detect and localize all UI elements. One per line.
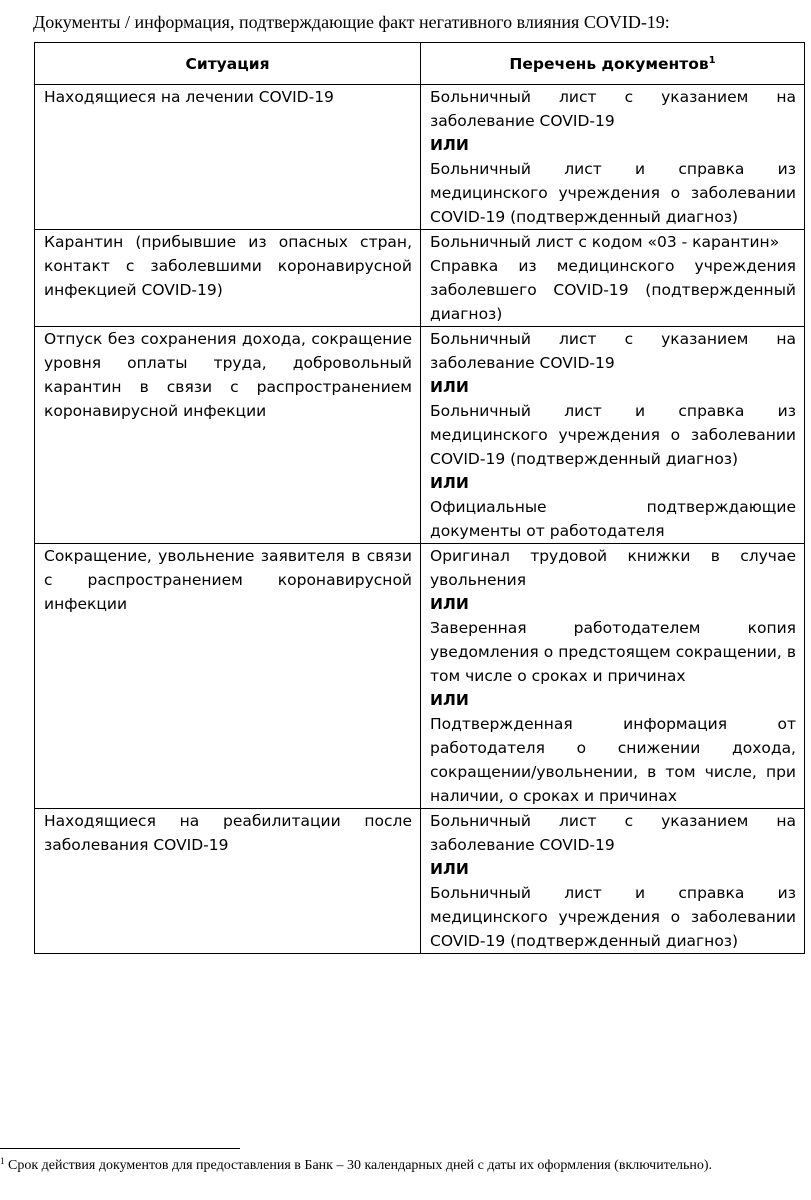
or-separator: ИЛИ (430, 378, 469, 396)
situation-cell: Сокращение, увольнение заявителя в связи с распространением коронавирусной инфекции (35, 544, 421, 809)
documents-header-label: Перечень документов (509, 54, 709, 73)
documents-table (34, 42, 805, 954)
page-heading: Документы / информация, подтверждающие факт негативного влияния COVID-19: (33, 12, 670, 32)
table-row (35, 85, 805, 230)
documents-cell (421, 544, 805, 809)
document-item: Больничный лист и справка из медицинского учреждения о заболевании COVID-19 (подтвержденный диагноз) (430, 160, 796, 226)
document-item: Справка из медицинского учреждения заболевшего COVID-19 (подтвержденный диагноз) (430, 257, 796, 323)
table-row (35, 809, 805, 954)
document-item: Больничный лист с кодом «03 - карантин» (430, 233, 780, 251)
or-separator: ИЛИ (430, 136, 469, 154)
or-separator: ИЛИ (430, 860, 469, 878)
or-separator: ИЛИ (430, 691, 469, 709)
document-item: Больничный лист с указанием на заболевание COVID-19 (430, 330, 796, 372)
document-item: Больничный лист и справка из медицинского учреждения о заболевании COVID-19 (подтвержденный диагноз) (430, 402, 796, 468)
documents-cell (421, 809, 805, 954)
footnote-separator (0, 1148, 240, 1149)
table-row (35, 230, 805, 327)
table-header-row (35, 43, 805, 85)
documents-cell (421, 327, 805, 544)
footnote (0, 1156, 785, 1175)
document-item: Подтвержденная информация от работодателя о снижении дохода, сокращении/увольнении, в том числе, при наличии, о сроках и причинах (430, 715, 796, 805)
document-item: Заверенная работодателем копия уведомления о предстоящем сокращении, в том числе о сроках и причинах (430, 619, 796, 685)
situation-column-header (35, 43, 421, 85)
situation-cell: Находящиеся на лечении COVID-19 (35, 85, 421, 230)
or-separator: ИЛИ (430, 595, 469, 613)
footnote-mark: 1 (0, 1156, 5, 1166)
table-body (35, 85, 805, 954)
documents-column-header (421, 43, 805, 85)
situation-cell: Отпуск без сохранения дохода, сокращение уровня оплаты труда, добровольный карантин в связи с распространением коронавирусной инфекции (35, 327, 421, 544)
documents-cell (421, 230, 805, 327)
document-item: Больничный лист с указанием на заболевание COVID-19 (430, 812, 796, 854)
situation-cell: Карантин (прибывшие из опасных стран, контакт с заболевшими коронавирусной инфекцией COVID-19) (35, 230, 421, 327)
table-row (35, 327, 805, 544)
document-item: Больничный лист с указанием на заболевание COVID-19 (430, 88, 796, 130)
or-separator: ИЛИ (430, 474, 469, 492)
document-item: Официальные подтверждающие документы от работодателя (430, 498, 796, 540)
footnote-reference: 1 (708, 54, 716, 66)
situation-cell: Находящиеся на реабилитации после заболевания COVID-19 (35, 809, 421, 954)
table-row (35, 544, 805, 809)
situation-header-label: Ситуация (185, 54, 270, 73)
documents-cell (421, 85, 805, 230)
footnote-text: Срок действия документов для предоставления в Банк – 30 календарных дней с даты их оформления (включительно). (4, 1158, 713, 1173)
document-item: Оригинал трудовой книжки в случае увольнения (430, 547, 796, 589)
document-item: Больничный лист и справка из медицинского учреждения о заболевании COVID-19 (подтвержденный диагноз) (430, 884, 796, 950)
